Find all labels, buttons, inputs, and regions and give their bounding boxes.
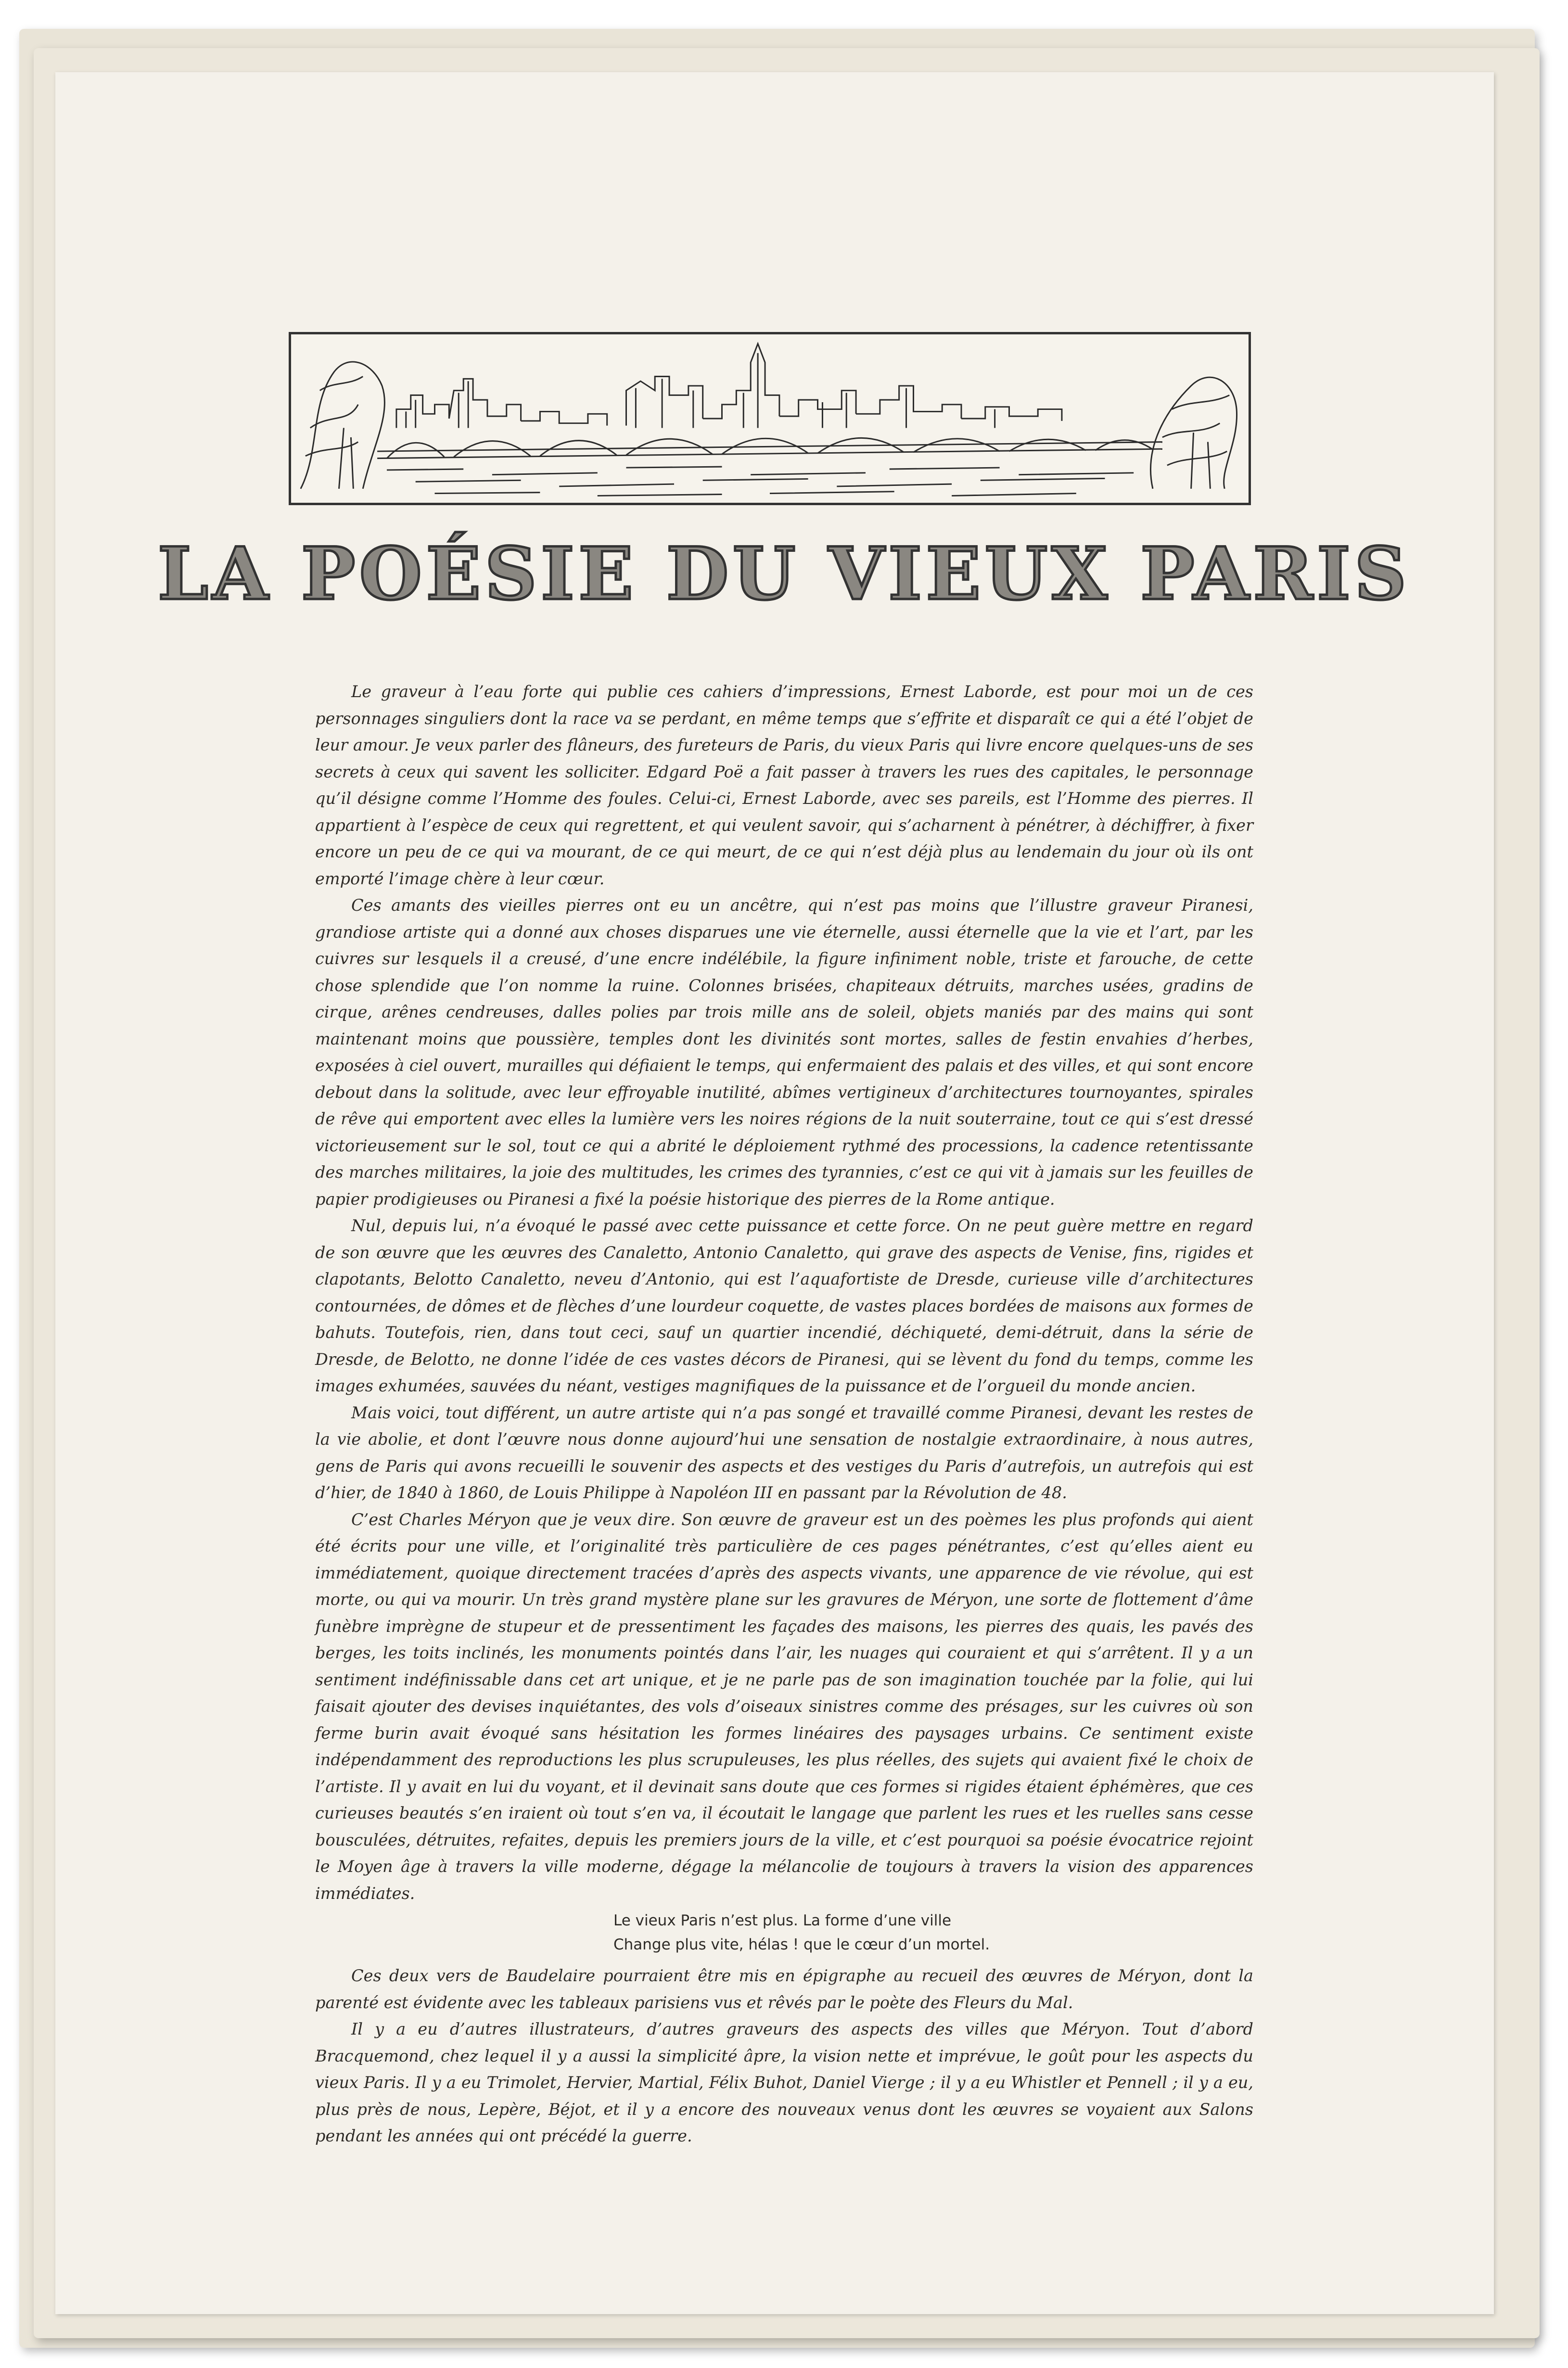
verse-line: Change plus vite, hélas ! que le cœur d’un mortel.	[613, 1936, 990, 1953]
paragraph: Le graveur à l’eau forte qui publie ces cahiers d’impressions, Ernest Laborde, est pour moi un de ces personnages singuliers dont la race va se perdant, en même temps que s’effrite et disparaît ce qui a été l’objet de leur amour. Je veux parler des flâneurs, des fureteurs de Paris, du vieux Paris qui livre encore quelques-uns de ses secrets à ceux qui savent les solliciter. Edgard Poë a fait passer à travers les rues des capitales, le personnage qu’il désigne comme l’Homme des foules. Celui-ci, Ernest Laborde, avec ses pareils, est l’Homme des pierres. Il appartient à l’espèce de ceux qui regrettent, et qui veulent savoir, qui s’acharnent à pénétrer, à déchiffrer, à fixer encore un peu de ce qui va mourant, de ce qui meurt, de ce qui n’est déjà plus au lendemain du jour où ils ont emporté l’image chère à leur cœur.	[315, 682, 1253, 888]
paragraph: Mais voici, tout différent, un autre artiste qui n’a pas songé et travaillé comme Piranesi, devant les restes de la vie abolie, et dont l’œuvre nous donne aujourd’hui une sensation de nostalgie extraordinaire, à nous autres, gens de Paris qui avons recueilli le souvenir des aspects et des vestiges du Paris d’autrefois, un autrefois qui est d’hier, de 1840 à 1860, de Louis Philippe à Napoléon III en passant par la Révolution de 48.	[315, 1403, 1253, 1502]
paragraph: C’est Charles Méryon que je veux dire. Son œuvre de graveur est un des poèmes les plus profonds qui aient été écrits pour une ville, et l’originalité très particulière de ces pages pénétrantes, c’est qu’elles aient eu immédiatement, quoique directement tracées d’après des aspects vivants, une apparence de vie révolue, qui est morte, ou qui va mourir. Un très grand mystère plane sur les gravures de Méryon, une sorte de flottement d’âme funèbre imprègne de stupeur et de pressentiment les façades des maisons, les pierres des quais, les pavés des berges, les toits inclinés, les monuments pointés dans l’air, les nuages qui couraient et qui s’arrêtent. Il y a un sentiment indéfinissable dans cet art unique, et je ne parle pas de son imagination touchée par la folie, qui lui faisait ajouter des devises inquiétantes, des vols d’oiseaux sinistres comme des présages, sur les cuivres où son ferme burin avait évoqué sans hésitation les formes linéaires des paysages urbains. Ce sentiment existe indépendamment des reproductions les plus scrupuleuses, les plus réelles, des sujets qui avaient fixé le choix de l’artiste. Il y avait en lui du voyant, et il devinait sans doute que ces formes si rigides étaient éphémères, que ces curieuses beautés s’en iraient où tout s’en va, il écoutait le langage que parlent les rues et les ruelles sans cesse bousculées, détruites, refaites, depuis les premiers jours de la ville, et c’est pourquoi sa poésie évocatrice rejoint le Moyen âge à travers la ville moderne, dégage la mélancolie de toujours à travers la vision des apparences immédiates.	[315, 1510, 1253, 1903]
verse-line: Le vieux Paris n’est plus. La forme d’une ville	[613, 1912, 952, 1929]
skyline-etching	[289, 332, 1251, 505]
paragraph: Il y a eu d’autres illustrateurs, d’autres graveurs des aspects des villes que Méryon. Tout d’abord Bracquemond, chez lequel il y a aussi la simplicité âpre, la vision nette et imprévue, le goût pour les aspects du vieux Paris. Il y a eu Trimolet, Hervier, Martial, Félix Buhot, Daniel Vierge ; il y a eu Whistler et Pennell ; il y a eu, plus près de nous, Lepère, Béjot, et il y a encore des nouveaux venus dont les œuvres se voyaient aux Salons pendant les années qui ont précédé la guerre.	[315, 2020, 1253, 2145]
page-title: LA POÉSIE DU VIEUX PARIS	[157, 532, 1411, 616]
paris-skyline-icon	[291, 334, 1249, 503]
baudelaire-verse	[613, 1909, 1253, 1957]
article-body	[315, 678, 1253, 2150]
paragraph: Nul, depuis lui, n’a évoqué le passé avec cette puissance et cette force. On ne peut guère mettre en regard de son œuvre que les œuvres des Canaletto, Antonio Canaletto, qui grave des aspects de Venise, fins, rigides et clapotants, Belotto Canaletto, neveu d’Antonio, qui est l’aquafortiste de Dresde, curieuse ville d’architectures contournées, de dômes et de flèches d’une lourdeur coquette, de vastes places bordées de maisons aux formes de bahuts. Toutefois, rien, dans tout ceci, sauf un quartier incendié, déchiqueté, demi-détruit, dans la série de Dresde, de Belotto, ne donne l’idée de ces vastes décors de Piranesi, qui se lèvent du fond du temps, comme les images exhumées, sauvées du néant, vestiges magnifiques de la puissance et de l’orgueil du monde ancien.	[315, 1216, 1253, 1395]
paragraph: Ces deux vers de Baudelaire pourraient être mis en épigraphe au recueil des œuvres de Méryon, dont la parenté est évidente avec les tableaux parisiens vus et rêvés par le poète des Fleurs du Mal.	[315, 1966, 1253, 2012]
paragraph: Ces amants des vieilles pierres ont eu un ancêtre, qui n’est pas moins que l’illustre graveur Piranesi, grandiose artiste qui a donné aux choses disparues une vie éternelle, aussi éternelle que la vie et l’art, par les cuivres sur lesquels il a creusé, d’une encre indélébile, la figure infiniment noble, triste et farouche, de cette chose splendide que l’on nomme la ruine. Colonnes brisées, chapiteaux détruits, marches usées, gradins de cirque, arênes cendreuses, dalles polies par trois mille ans de soleil, objets maniés par des mains qui sont maintenant moins que poussière, temples dont les divinités sont mortes, salles de festin envahies d’herbes, exposées à ciel ouvert, murailles qui défiaient le temps, qui enfermaient des palais et des villes, et qui sont encore debout dans la solitude, avec leur effroyable inutilité, abîmes vertigineux d’architectures tournoyantes, spirales de rêve qui emportent avec elles la lumière vers les noires régions de la nuit souterraine, tout ce qui s’est dressé victorieusement sur le sol, tout ce qui a abrité le déploiement rythmé des processions, la cadence retentissante des marches militaires, la joie des multitudes, les crimes des tyrannies, c’est ce qui vit à jamais sur les feuilles de papier prodigieuses ou Piranesi a fixé la poésie historique des pierres de la Rome antique.	[315, 896, 1253, 1209]
